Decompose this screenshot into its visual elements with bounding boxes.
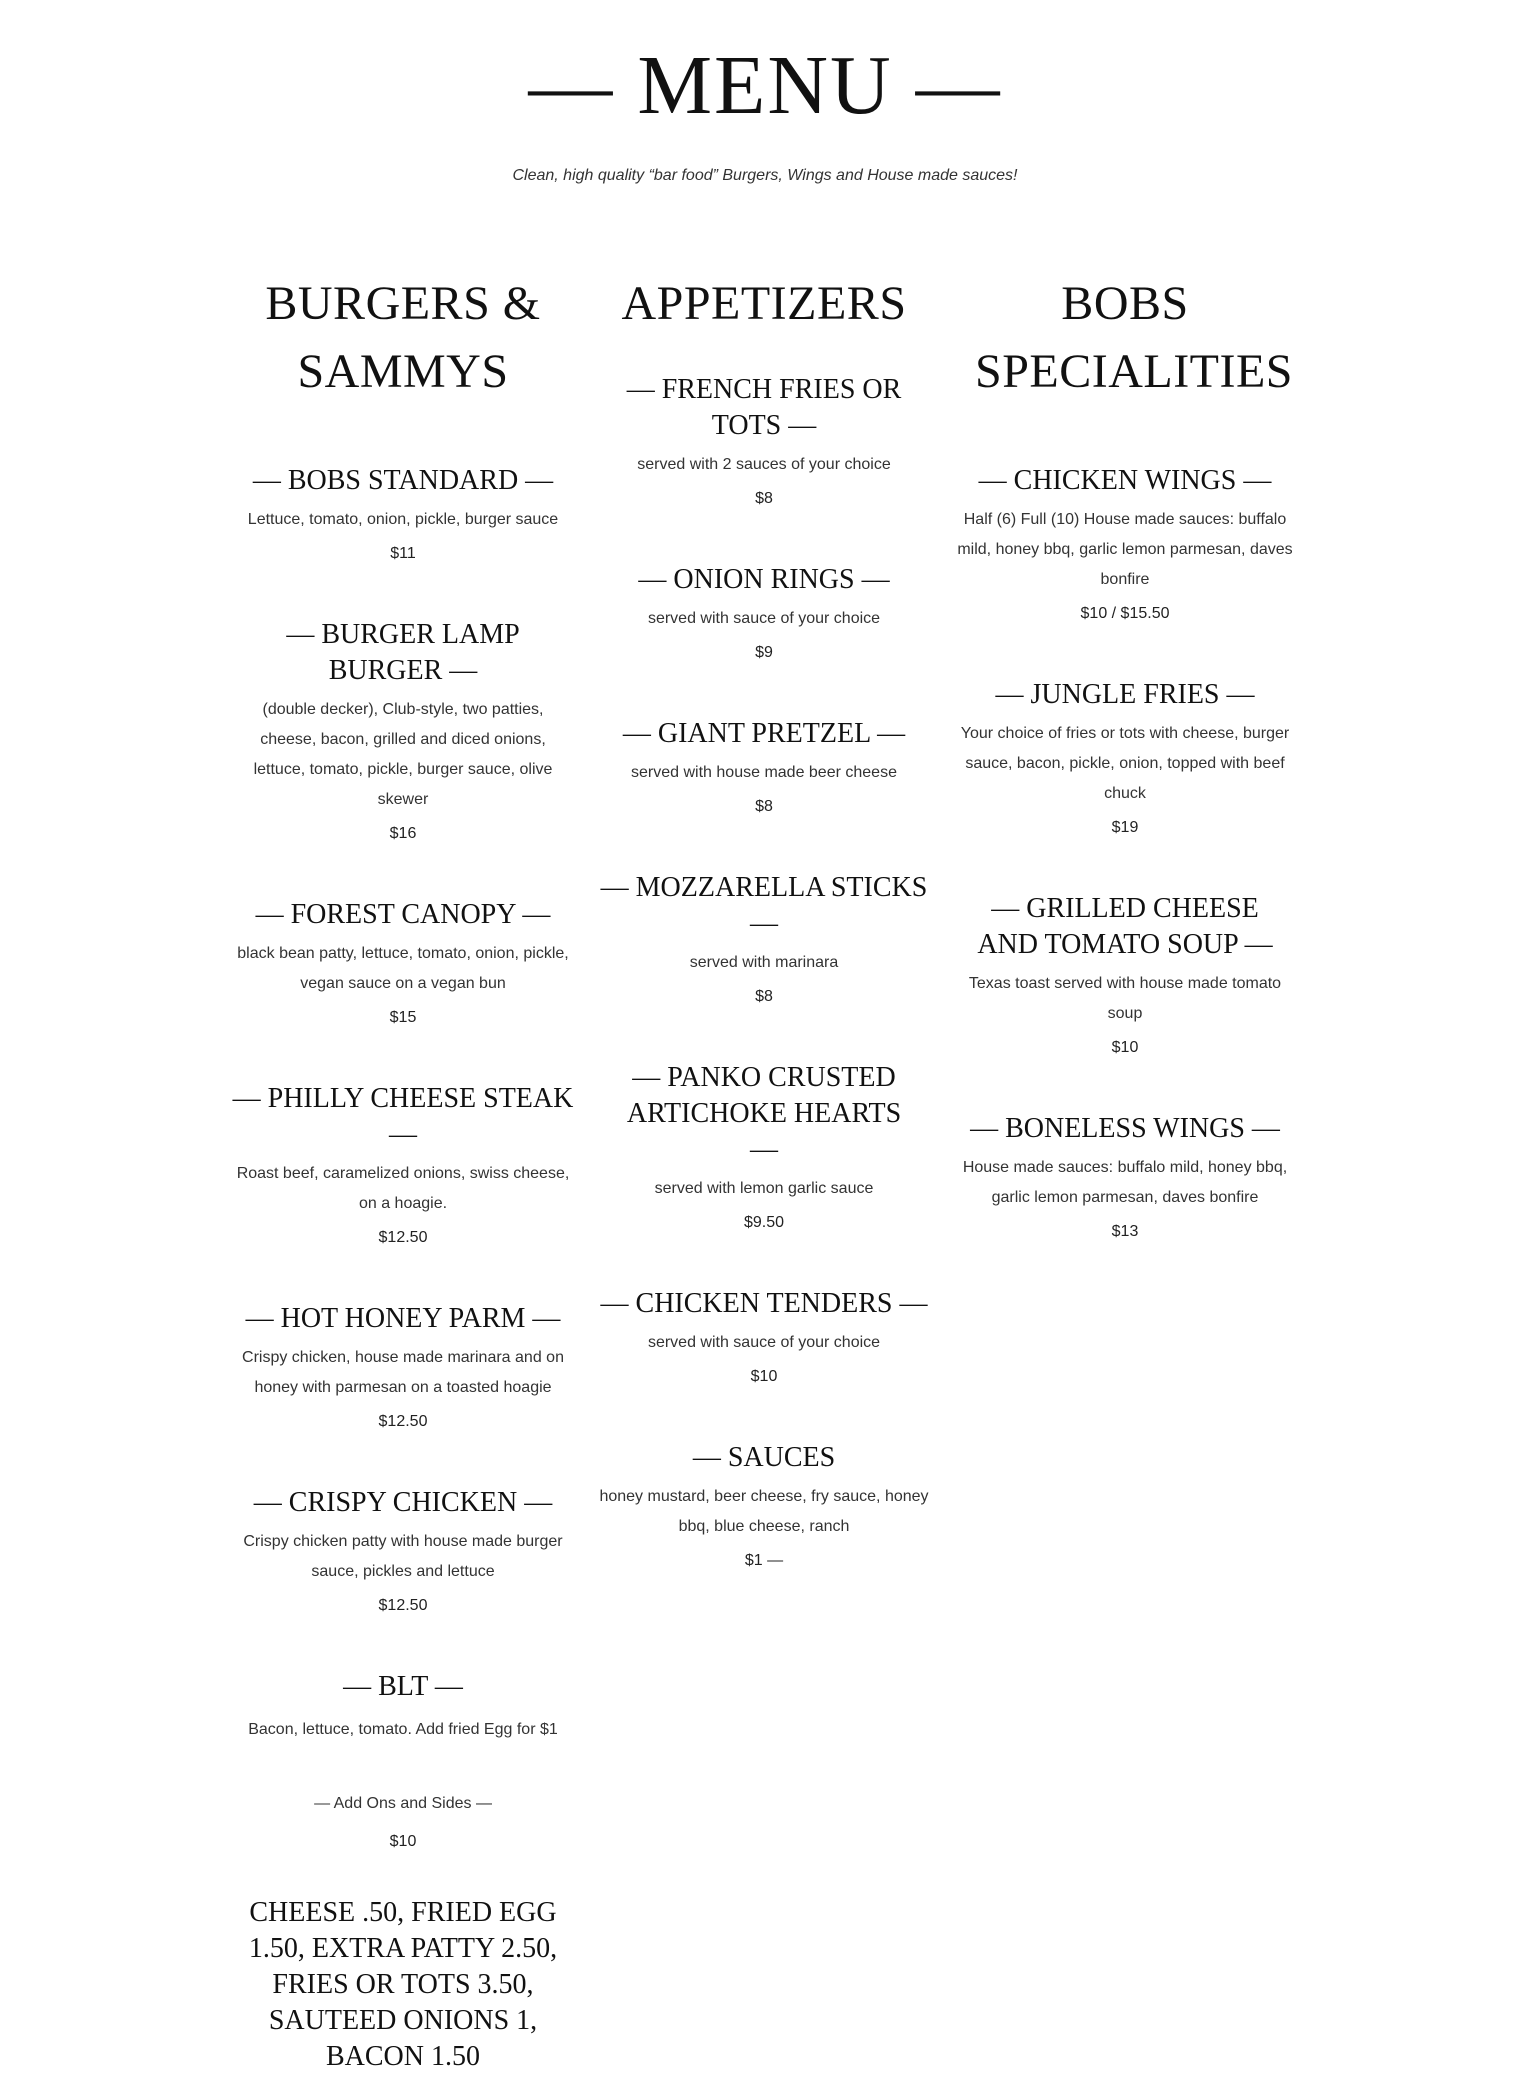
burgers-column [228, 270, 578, 2075]
item-description: House made sauces: buffalo mild, honey bbq, garlic lemon parmesan, daves bonfire [962, 1159, 1288, 1206]
item-description: honey mustard, beer cheese, fry sauce, honey bbq, blue cheese, ranch [599, 1488, 929, 1535]
item-price: $16 [389, 825, 417, 842]
item-name: — BONELESS WINGS — [970, 1113, 1280, 1144]
item-price: $9.50 [743, 1214, 785, 1231]
item-description: (double decker), Club-style, two patties, cheese, bacon, grilled and diced onions, lettuce, tomato, pickle, burger sauce, olive skewer [253, 701, 553, 808]
item-description: black bean patty, lettuce, tomato, onion, pickle, vegan sauce on a vegan bun [237, 945, 569, 992]
item-price: $8 [755, 490, 773, 507]
menu-item-grilled-cheese-and-tomato-soup [950, 891, 1300, 1061]
column-title-appetizers: APPETIZERS [621, 277, 907, 330]
item-description: Your choice of fries or tots with cheese, burger sauce, bacon, pickle, onion, topped with beef chuck [960, 725, 1290, 802]
menu-item-chicken-tenders [589, 1286, 939, 1390]
menu-item-forest-canopy [228, 897, 578, 1031]
item-description: Bacon, lettuce, tomato. Add fried Egg for $1 [248, 1721, 558, 1738]
menu-item-chicken-wings [950, 463, 1300, 627]
add-ons-price: $10 [389, 1833, 417, 1850]
menu-item-giant-pretzel [589, 716, 939, 820]
item-name: — PHILLY CHEESE STEAK — [232, 1083, 574, 1150]
item-price: $10 / $15.50 [1080, 605, 1170, 622]
menu-item-jungle-fries [950, 677, 1300, 841]
item-description: Roast beef, caramelized onions, swiss cheese, on a hoagie. [236, 1165, 570, 1212]
column-title-specialities: BOBS SPECIALITIES [975, 277, 1293, 398]
item-price: $9 [755, 644, 773, 661]
item-name: — BURGER LAMP BURGER — [286, 619, 520, 686]
item-price: $1 — [744, 1552, 784, 1569]
item-description: served with marinara [689, 954, 839, 971]
item-price: $8 [755, 798, 773, 815]
item-name: — MOZZARELLA STICKS — [600, 872, 928, 939]
item-description: Crispy chicken, house made marinara and on honey with parmesan on a toasted hoagie [242, 1349, 564, 1396]
item-description: served with sauce of your choice [647, 1334, 881, 1351]
item-description: Texas toast served with house made tomato soup [968, 975, 1282, 1022]
item-name: — BLT — [343, 1671, 463, 1702]
item-description: served with 2 sauces of your choice [637, 456, 891, 473]
item-name: — BOBS STANDARD — [252, 465, 554, 496]
item-description: Lettuce, tomato, onion, pickle, burger sauce [247, 511, 559, 528]
item-name: — FOREST CANOPY — [255, 899, 551, 930]
item-name: — HOT HONEY PARM — [245, 1303, 561, 1334]
menu-item-boneless-wings [950, 1111, 1300, 1245]
menu-item-crispy-chicken [228, 1485, 578, 1619]
item-name: — GIANT PRETZEL — [622, 718, 906, 749]
item-name: — CHICKEN TENDERS — [600, 1288, 928, 1319]
item-description: served with sauce of your choice [647, 610, 881, 627]
item-price: $10 [750, 1368, 778, 1385]
menu-item-panko-crusted-artichoke-hearts [589, 1060, 939, 1236]
item-name: — ONION RINGS — [638, 564, 890, 595]
menu-item-bobs-standard [228, 463, 578, 567]
appetizers-column [589, 270, 939, 1574]
menu-header [0, 38, 1530, 185]
item-description: Crispy chicken patty with house made burger sauce, pickles and lettuce [243, 1533, 563, 1580]
column-title-burgers: BURGERS & SAMMYS [265, 277, 541, 398]
item-description: served with house made beer cheese [631, 764, 897, 781]
item-name: — CHICKEN WINGS — [978, 465, 1272, 496]
add-ons-list: CHEESE .50, FRIED EGG 1.50, EXTRA PATTY 2.50, FRIES OR TOTS 3.50, SAUTEED ONIONS 1, BACON 1.50 [248, 1897, 558, 2072]
item-name: — PANKO CRUSTED ARTICHOKE HEARTS — [626, 1062, 902, 1165]
menu-item-mozzarella-sticks [589, 870, 939, 1010]
menu-item-philly-cheese-steak [228, 1081, 578, 1251]
menu-item-french-fries-or-tots [589, 372, 939, 512]
menu-item-onion-rings [589, 562, 939, 666]
item-description: Half (6) Full (10) House made sauces: buffalo mild, honey bbq, garlic lemon parmesan, daves bonfire [957, 511, 1293, 588]
item-name: — CRISPY CHICKEN — [253, 1487, 553, 1518]
item-price: $15 [389, 1009, 417, 1026]
item-description: served with lemon garlic sauce [654, 1180, 874, 1197]
item-name: — SAUCES [692, 1442, 836, 1473]
specialities-column [950, 270, 1300, 1245]
item-price: $12.50 [378, 1413, 428, 1430]
item-price: $8 [755, 988, 773, 1005]
item-price: $12.50 [378, 1597, 428, 1614]
menu-item-blt [228, 1669, 578, 1745]
item-price: $13 [1111, 1223, 1139, 1240]
item-name: — JUNGLE FRIES — [995, 679, 1255, 710]
item-price: $19 [1111, 819, 1139, 836]
item-name: — GRILLED CHEESE AND TOMATO SOUP — [977, 893, 1273, 960]
item-price: $11 [390, 545, 416, 562]
add-ons-label: — Add Ons and Sides — [314, 1795, 492, 1812]
page-subtitle: Clean, high quality “bar food” Burgers, Wings and House made sauces! [512, 167, 1018, 184]
menu-item-hot-honey-parm [228, 1301, 578, 1435]
item-price: $10 [1111, 1039, 1139, 1056]
menu-item-burger-lamp-burger [228, 617, 578, 847]
item-name: — FRENCH FRIES OR TOTS — [626, 374, 902, 441]
item-price: $12.50 [378, 1229, 428, 1246]
menu-item-sauces [589, 1440, 939, 1574]
add-ons-and-sides [228, 1791, 578, 2075]
page-title: — MENU — [528, 39, 1002, 132]
